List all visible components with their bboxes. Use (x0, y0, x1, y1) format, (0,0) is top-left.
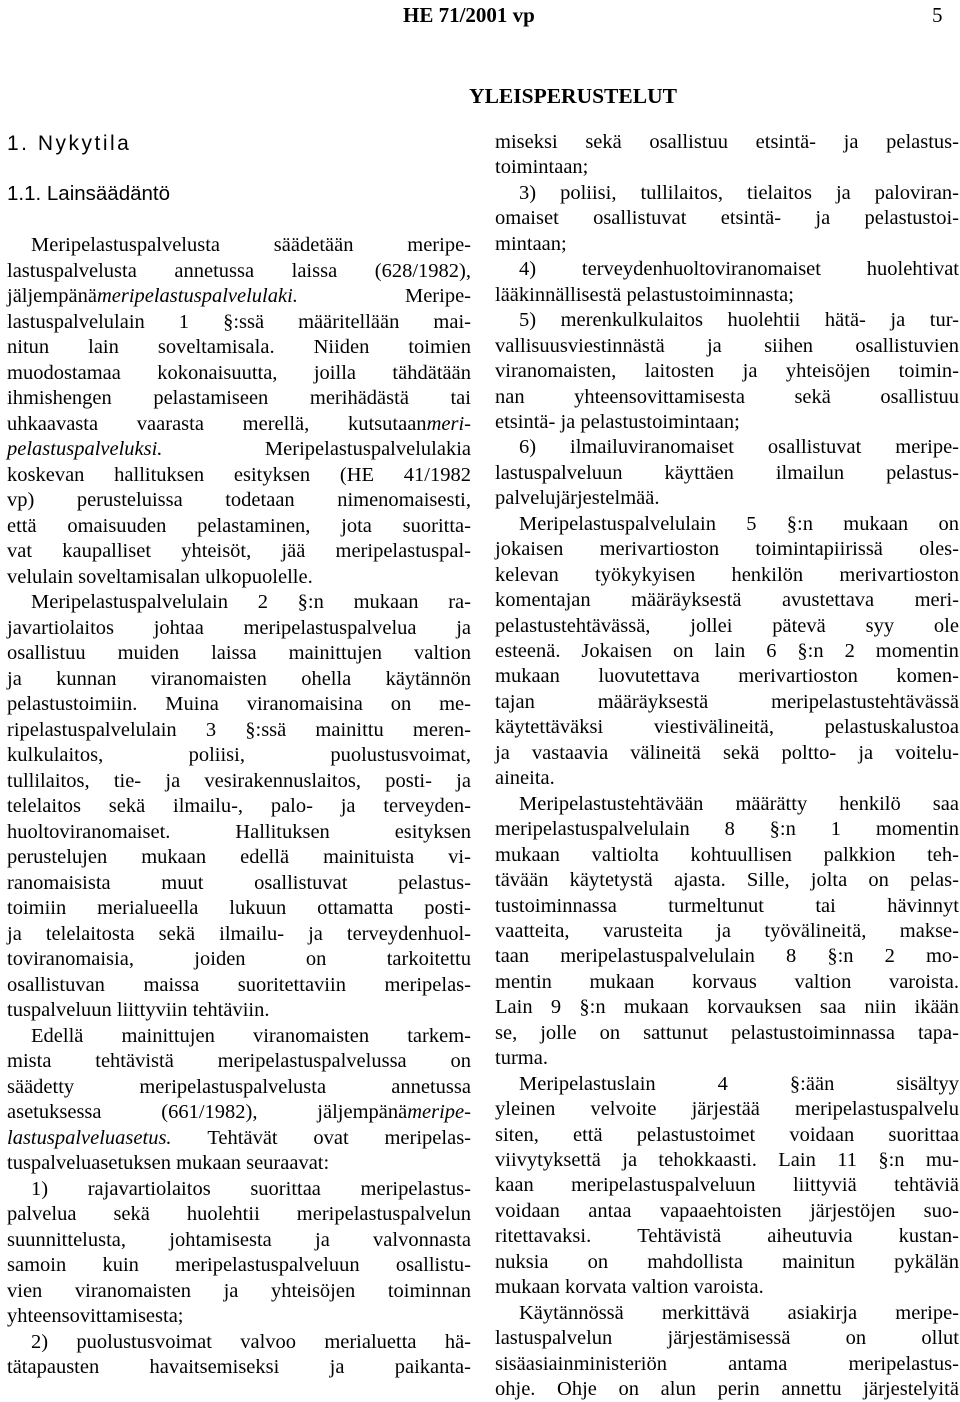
text-line: palvelujärjestelmää. (495, 487, 660, 510)
text-line: osallistuvan maissa suoritettaviin meripelas- (7, 973, 471, 996)
text-line: mista tehtävistä meripelastuspalvelussa on (7, 1050, 471, 1072)
text-line: mentin mukaan korvaus valtion varoista. (495, 970, 959, 993)
text-line: ja kunnan viranomaisten ohella käytännön (7, 667, 471, 690)
text-line: velulain soveltamisalan ulkopuolelle. (7, 565, 313, 588)
text-line: nan yhteensovittamisesta sekä osallistuu (495, 385, 959, 408)
text-line: telelaitos sekä ilmailu-, palo- ja terveyden- (7, 795, 471, 817)
text-line: viranomaisten, laitosten ja yhteisöjen toimin- (495, 360, 959, 383)
text-line: ripelastuspalvelulain 3 §:ssä mainittu meren- (7, 718, 471, 741)
text-line: toimiin merialueella lukuun ottamatta posti- (7, 897, 471, 919)
text-line: taan meripelastuspalvelulain 8 §:n 2 mo- (495, 945, 959, 968)
text-line: se, jolle on sattunut pelastustoiminnassa tapa- (495, 1021, 959, 1044)
text-line: tuspalveluun liittyviin tehtäviin. (7, 999, 270, 1021)
text-line: lastuspalveluasetus. Tehtävät ovat meripelas- (7, 1126, 471, 1149)
text-line: lääkinnällisestä pelastustoiminnasta; (495, 283, 794, 306)
text-line: muodostamaa kokonaisuutta, joilla tähdätään (7, 361, 471, 384)
text-line: koskevan hallituksen esityksen (HE 41/1982 (7, 463, 471, 486)
text-line: pelastuspalveluksi. Meripelastuspalvelulakia (7, 438, 471, 460)
text-line: palvelua sekä huolehtii meripelastuspalvelun (7, 1203, 471, 1225)
text-line: Meripelastuspalvelulain 2 §:n mukaan ra- (31, 591, 471, 613)
text-line: pelastustoimiin. Muina viranomaisina on me- (7, 693, 471, 715)
text-line: 5) merenkulkulaitos huolehtii hätä- ja tur- (519, 309, 959, 332)
heading-lainsaadanto: 1.1. Lainsäädäntö (7, 182, 170, 205)
text-line: javartiolaitos johtaa meripelastuspalvelua ja (7, 616, 471, 639)
text-line: vallisuusviestinnästä ja siihen osallistuvien (495, 334, 959, 357)
text-line: kaan meripelastuspalveluun liittyviä tehtäviä (495, 1174, 959, 1197)
text-line: komentajan määräyksestä avustettava meri- (495, 589, 959, 612)
text-line: nitun lain soveltamisala. Niiden toimien (7, 336, 471, 358)
text-line: miseksi sekä osallistuu etsintä- ja pelastus- (495, 131, 959, 153)
text-line: vien viranomaisten ja yhteisöjen toiminnan (7, 1279, 471, 1302)
text-line: nuksia on mahdollista mainitun pykälän (495, 1250, 959, 1273)
text-line: ohje. Ohje on alun perin annettu järjestelyitä (495, 1378, 959, 1401)
text-line: omaiset osallistuvat etsintä- ja pelastustoi- (495, 207, 959, 230)
text-line: huoltoviranomaiset. Hallituksen esityksen (7, 820, 471, 843)
text-line: toviranomaisia, joiden on tarkoitettu (7, 948, 471, 970)
text-line: samoin kuin meripelastuspalveluun osallistu- (7, 1254, 471, 1276)
text-line: yhteensovittamisesta; (7, 1305, 184, 1327)
page-number: 5 (932, 3, 943, 27)
text-line: ja vastaavia välineitä sekä poltto- ja voitelu- (495, 741, 959, 764)
text-line: suunnittelusta, johtamisesta ja valvonnasta (7, 1228, 471, 1251)
text-line: tustoiminnassa turmeltunut tai hävinnyt (495, 894, 959, 917)
text-line: etsintä- ja pelastustoimintaan; (495, 410, 740, 433)
text-line: vaatteita, varusteita ja työvälineitä, makse- (495, 919, 959, 942)
text-line: ihmishengen pelastamiseen merihädästä tai (7, 387, 471, 409)
text-line: viivytyksettä ja tehokkaasti. Lain 11 §:n mu- (495, 1149, 959, 1171)
text-line: tuspalveluasetuksen mukaan seuraavat: (7, 1152, 330, 1174)
text-line: vat kaupalliset yhteisöt, jää meripelastuspal- (7, 540, 471, 562)
text-line: perustelujen mukaan edellä mainituista vi- (7, 846, 471, 868)
text-line: tätapausten havaitsemiseksi ja paikanta- (7, 1356, 471, 1378)
text-line: jäljempänämeripelastuspalvelulaki. Meripe- (7, 285, 471, 307)
text-line: voidaan antaa vapaaehtoisten järjestöjen suo- (495, 1199, 959, 1222)
text-line: säädetty meripelastuspalvelusta annetussa (7, 1075, 471, 1098)
text-line: kulkulaitos, poliisi, puolustusvoimat, (7, 744, 471, 766)
text-line: lastuspalveluun käyttäen ilmailun pelastus- (495, 461, 959, 484)
heading-nykytila: 1. Nykytila (7, 132, 132, 155)
text-line: tävään käytetystä ajasta. Sille, jolta on pelas- (495, 869, 959, 892)
text-line: Käytännössä merkittävä asiakirja meripe- (519, 1301, 959, 1324)
text-line: Meripelastuspalvelulain 5 §:n mukaan on (519, 512, 959, 535)
text-line: ja telelaitosta sekä ilmailu- ja terveydenhuol- (7, 922, 471, 945)
text-line: uhkaavasta vaarasta merellä, kutsutaanmeri- (7, 412, 471, 435)
text-line: 6) ilmailuviranomaiset osallistuvat meripe- (519, 436, 959, 459)
text-line: vp) perusteluissa todetaan nimenomaisesti, (7, 489, 471, 511)
text-line: pelastustehtävässä, jollei pätevä syy ole (495, 614, 959, 637)
text-line: kelevan työkykyisen henkilön merivartioston (495, 563, 959, 586)
text-line: Meripelastustehtävään määrätty henkilö saa (519, 792, 959, 815)
section-title: YLEISPERUSTELUT (469, 84, 677, 108)
text-line: lastuspalvelulain 1 §:ssä määritellään mai- (7, 310, 471, 333)
text-line: osallistuu muiden laissa mainittujen valtion (7, 642, 471, 664)
text-line: Lain 9 §:n mukaan korvauksen saa niin ikään (495, 996, 959, 1019)
text-line: mukaan valtiolta kohtuullisen palkkion teh- (495, 843, 959, 866)
text-line: 3) poliisi, tullilaitos, tielaitos ja paloviran- (519, 181, 959, 204)
text-line: asetuksessa (661/1982), jäljempänämeripe- (7, 1101, 471, 1123)
text-line: toimintaan; (495, 156, 589, 179)
document-id: HE 71/2001 vp (403, 3, 535, 27)
text-line: Meripelastuspalvelusta säädetään meripe- (31, 234, 471, 256)
text-line: meripelastuspalvelulain 8 §:n 1 momentin (495, 818, 959, 841)
text-line: lastuspalvelusta annetussa laissa (628/1982), (7, 259, 471, 282)
text-line: 4) terveydenhuoltoviranomaiset huolehtivat (519, 258, 959, 281)
text-line: mukaan luovutettava merivartioston komen- (495, 665, 959, 688)
text-line: jokaisen merivartioston toimintapiirissä oles- (495, 538, 959, 561)
text-line: turma. (495, 1047, 548, 1070)
text-line: tullilaitos, tie- ja vesirakennuslaitos, posti- ja (7, 769, 471, 792)
text-line: Edellä mainittujen viranomaisten tarkem- (31, 1024, 471, 1047)
text-line: siten, että pelastustoimet voidaan suorittaa (495, 1123, 959, 1146)
text-line: 1) rajavartiolaitos suorittaa meripelastus- (31, 1177, 471, 1200)
text-line: ritettavaksi. Tehtävistä aiheutuvia kustan- (495, 1225, 959, 1248)
text-line: käytettäväksi viestivälineitä, pelastuskalustoa (495, 716, 959, 739)
text-line: sisäasiainministeriön antama meripelastus- (495, 1352, 959, 1375)
text-line: että omaisuuden pelastaminen, jota suoritta- (7, 514, 471, 537)
text-line: 2) puolustusvoimat valvoo merialuetta hä- (31, 1330, 471, 1353)
text-line: mintaan; (495, 232, 567, 255)
text-line: aineita. (495, 767, 555, 790)
text-line: yleinen velvoite järjestää meripelastuspalvelu (495, 1098, 959, 1121)
text-line: ranomaisista muut osallistuvat pelastus- (7, 871, 471, 894)
text-line: Meripelastuslain 4 §:ään sisältyy (519, 1072, 959, 1095)
text-line: esteenä. Jokaisen on lain 6 §:n 2 momentin (495, 640, 959, 662)
text-line: mukaan korvata valtion varoista. (495, 1276, 764, 1299)
text-line: lastuspalvelun järjestämisessä on ollut (495, 1327, 959, 1350)
text-line: tajan määräyksestä meripelastustehtävässä (495, 690, 959, 713)
